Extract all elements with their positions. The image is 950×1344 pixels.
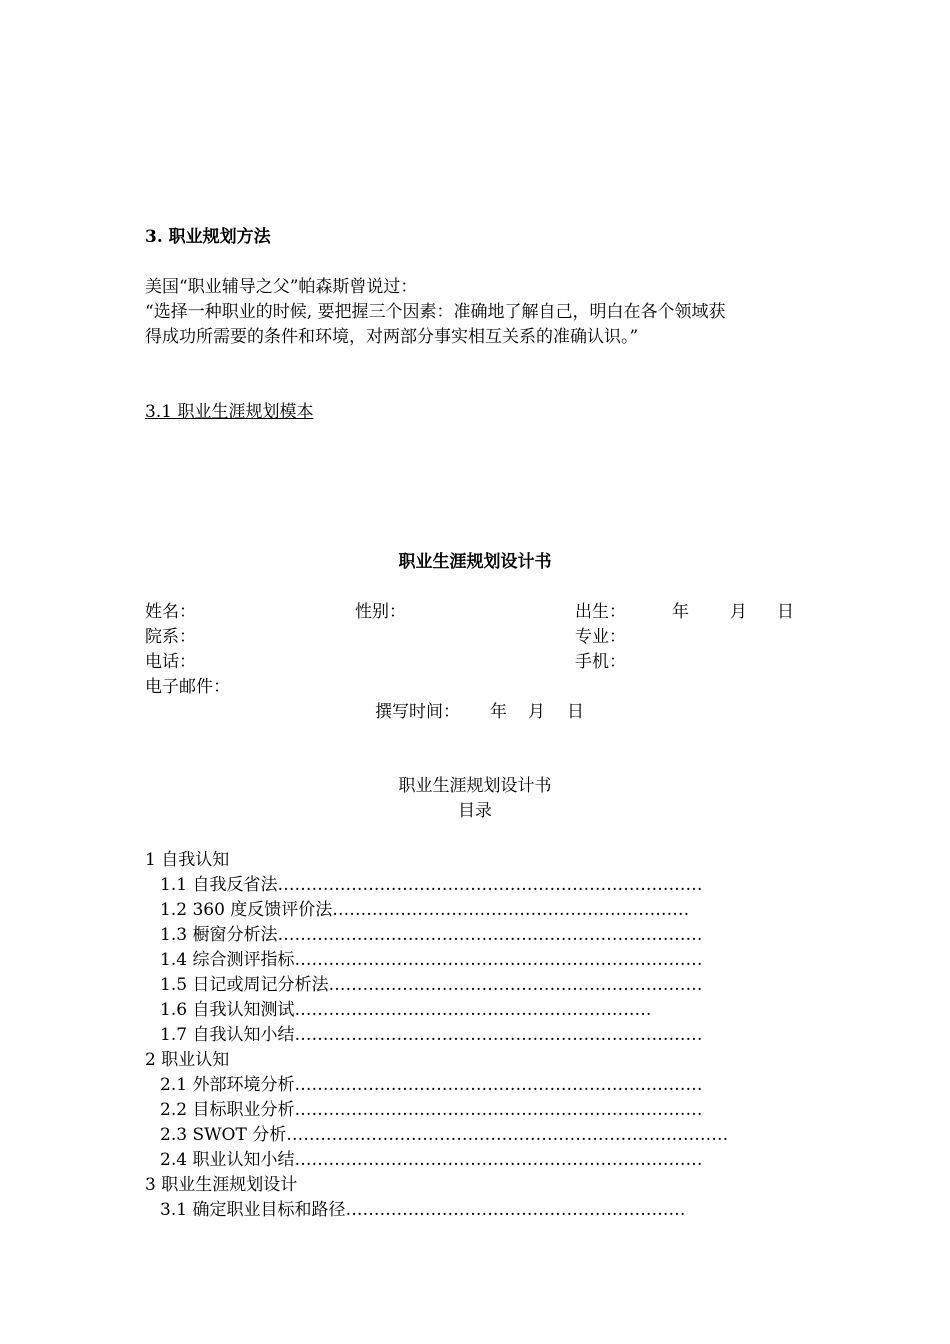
write-time-label: 撰写时间： <box>375 702 460 722</box>
toc-line: 1.4 综合测评指标……………………………………………………………… <box>160 950 703 970</box>
birth-label: 出生： <box>575 602 626 622</box>
toc-line: 1.6 自我认知测试……………………………………………………… <box>160 1000 652 1020</box>
mobile-label: 手机： <box>575 652 626 672</box>
toc-line: 3 职业生涯规划设计 <box>145 1175 298 1195</box>
toc-line: 1.2 360 度反馈评价法……………………………………………………… <box>160 900 690 920</box>
section-heading: 3. 职业规划方法 <box>145 227 271 247</box>
write-year: 年 <box>490 702 507 722</box>
toc-line: 1.7 自我认知小结……………………………………………………………… <box>160 1025 703 1045</box>
quote-line-1: “选择一种职业的时候, 要把握三个因素：准确地了解自己，明白在各个领域获 <box>145 302 726 322</box>
write-day: 日 <box>567 702 584 722</box>
subheading-template: 3.1 职业生涯规划模本 <box>145 402 314 422</box>
toc-line: 2.4 职业认知小结……………………………………………………………… <box>160 1150 703 1170</box>
toc-line: 2.2 目标职业分析……………………………………………………………… <box>160 1100 703 1120</box>
birth-day: 日 <box>777 602 794 622</box>
name-label: 姓名： <box>145 602 196 622</box>
email-label: 电子邮件： <box>145 677 230 697</box>
toc-line: 1.1 自我反省法………………………………………………………………… <box>160 875 703 895</box>
department-label: 院系： <box>145 627 196 647</box>
toc-line: 2.3 SWOT 分析…………………………………………………………………… <box>160 1125 729 1145</box>
toc-line: 1 自我认知 <box>145 850 230 870</box>
birth-year: 年 <box>672 602 689 622</box>
toc-title: 职业生涯规划设计书 <box>398 776 552 796</box>
toc-line: 2 职业认知 <box>145 1050 230 1070</box>
toc-line: 1.3 橱窗分析法………………………………………………………………… <box>160 925 703 945</box>
toc-line: 3.1 确定职业目标和路径…………………………………………………… <box>160 1200 686 1220</box>
birth-month: 月 <box>730 602 747 622</box>
major-label: 专业： <box>575 627 626 647</box>
quote-intro: 美国“职业辅导之父”帕森斯曾说过： <box>145 277 418 297</box>
quote-line-2: 得成功所需要的条件和环境，对两部分事实相互关系的准确认识。” <box>145 327 639 347</box>
form-title: 职业生涯规划设计书 <box>398 552 552 572</box>
toc-line: 2.1 外部环境分析……………………………………………………………… <box>160 1075 703 1095</box>
toc-line: 1.5 日记或周记分析法………………………………………………………… <box>160 975 703 995</box>
write-month: 月 <box>528 702 545 722</box>
phone-label: 电话： <box>145 652 196 672</box>
gender-label: 性别： <box>355 602 406 622</box>
toc-subtitle: 目录 <box>458 801 492 821</box>
